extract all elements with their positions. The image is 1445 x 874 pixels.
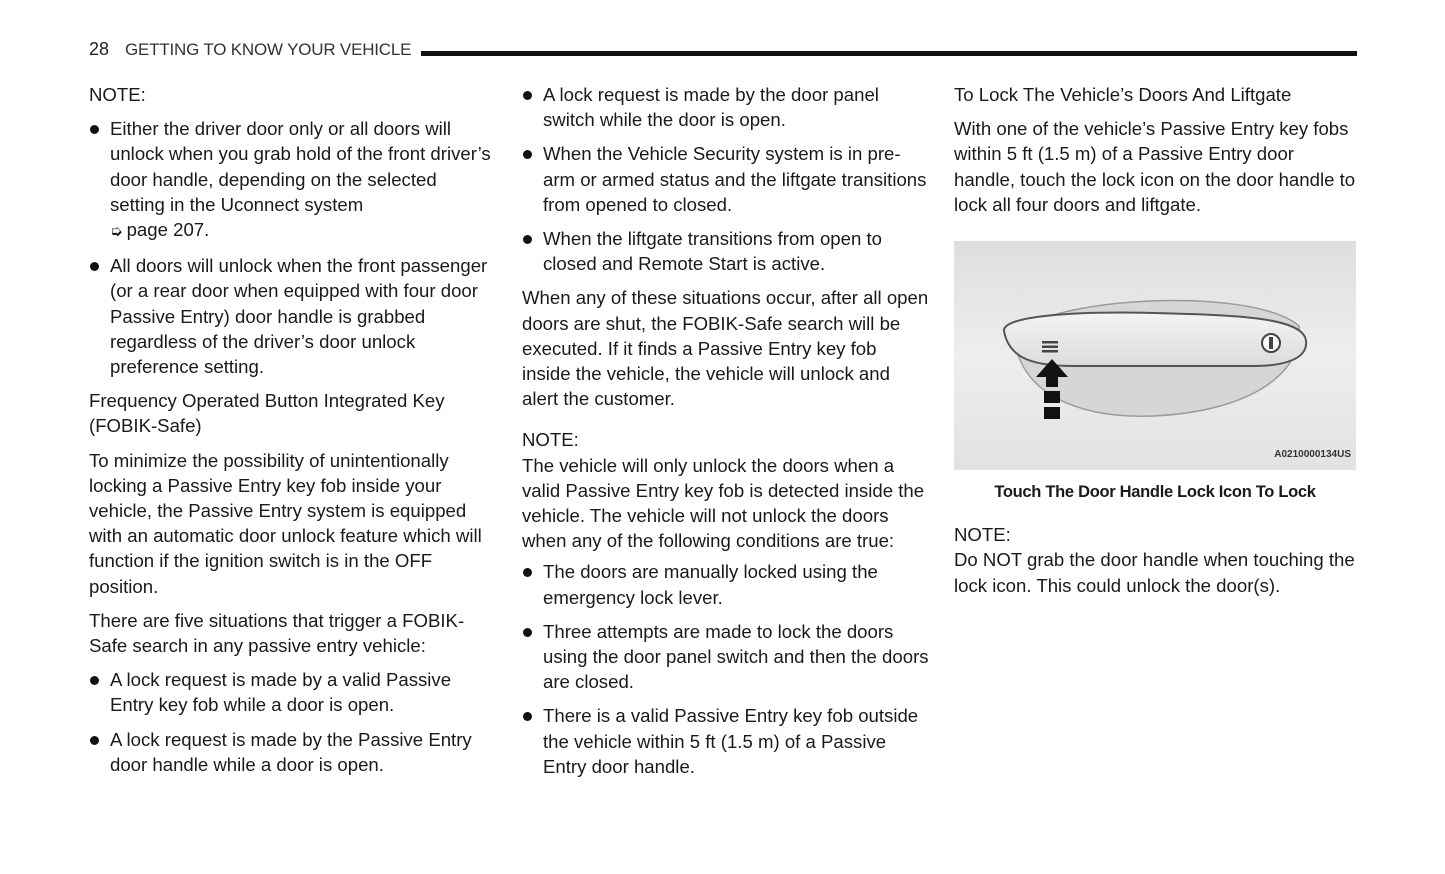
bullet-text: When the Vehicle Security system is in pre-arm or armed status and the liftgate transitions from opened to closed. bbox=[543, 143, 927, 215]
list-item bbox=[522, 82, 930, 132]
list-item bbox=[522, 141, 930, 217]
bullet-text: When the liftgate transitions from open to closed and Remote Start is active. bbox=[543, 228, 882, 275]
list-item bbox=[522, 226, 930, 276]
list-item bbox=[89, 116, 494, 244]
page-header bbox=[89, 38, 1357, 64]
column-3 bbox=[954, 82, 1356, 607]
bullet-text: Either the driver door only or all doors will unlock when you grab hold of the front driver’s door handle, depending on the selected setting in the Uconnect system bbox=[110, 118, 491, 215]
bullet-text: There is a valid Passive Entry key fob outside the vehicle within 5 ft (1.5 m) of a Passive Entry door handle. bbox=[543, 705, 919, 777]
header-rule bbox=[421, 51, 1357, 56]
note-text: The vehicle will only unlock the doors when a valid Passive Entry key fob is detected inside the vehicle. The vehicle will not unlock the doors when any of the following conditions are true: bbox=[522, 454, 925, 552]
section-title: GETTING TO KNOW YOUR VEHICLE bbox=[125, 40, 412, 59]
note-label: NOTE: bbox=[522, 429, 579, 451]
note-text: Do NOT grab the door handle when touching the lock icon. This could unlock the door(s). bbox=[954, 549, 1355, 596]
fobik-safe-heading: Frequency Operated Button Integrated Key (FOBIK-Safe) bbox=[89, 390, 445, 437]
bullet-text: Three attempts are made to lock the doors using the door panel switch and then the doors are closed. bbox=[543, 620, 929, 693]
bullet-text: The doors are manually locked using the emergency lock lever. bbox=[543, 561, 878, 608]
body-paragraph: When any of these situations occur, after all open doors are shut, the FOBIK-Safe search will be executed. If it finds a Passive Entry key fob inside the vehicle, the vehicle will unlock and alert the customer. bbox=[522, 287, 929, 410]
door-handle-figure bbox=[954, 241, 1356, 470]
bullet-icon bbox=[523, 91, 532, 100]
figure-code: A0210000134US bbox=[1274, 448, 1351, 460]
condition-bullet-list bbox=[522, 559, 930, 779]
situation-bullet-list bbox=[89, 667, 494, 777]
bullet-text: A lock request is made by the Passive Entry door handle while a door is open. bbox=[110, 728, 472, 775]
page-reference-arrow-icon: ➭ bbox=[110, 223, 123, 241]
list-item bbox=[89, 727, 494, 777]
bullet-icon bbox=[90, 736, 99, 745]
column-1 bbox=[89, 82, 494, 786]
lock-doors-heading: To Lock The Vehicle’s Doors And Liftgate bbox=[954, 84, 1292, 105]
page-reference-link[interactable]: page 207. bbox=[126, 219, 210, 241]
figure-caption: Touch The Door Handle Lock Icon To Lock bbox=[994, 483, 1316, 502]
list-item bbox=[522, 703, 930, 779]
note-bullet-list bbox=[89, 116, 494, 379]
body-paragraph: To minimize the possibility of unintentionally locking a Passive Entry key fob inside your vehicle, the Passive Entry system is equipped with an automatic door unlock feature which will function if the ignition switch is in the OFF position. bbox=[89, 449, 482, 597]
bullet-icon bbox=[523, 628, 532, 637]
door-handle-illustration bbox=[954, 241, 1356, 470]
bullet-icon bbox=[523, 712, 532, 721]
note-label: NOTE: bbox=[954, 524, 1011, 546]
note-label: NOTE: bbox=[89, 84, 146, 105]
bullet-icon bbox=[523, 150, 532, 159]
column-2 bbox=[522, 82, 930, 788]
bullet-icon bbox=[523, 235, 532, 244]
body-paragraph: There are five situations that trigger a FOBIK-Safe search in any passive entry vehicle: bbox=[89, 609, 465, 657]
bullet-icon bbox=[90, 676, 99, 685]
bullet-icon bbox=[523, 568, 532, 577]
page-number: 28 bbox=[89, 39, 110, 59]
list-item bbox=[522, 619, 930, 695]
list-item bbox=[522, 559, 930, 609]
body-paragraph: With one of the vehicle’s Passive Entry key fobs within 5 ft (1.5 m) of a Passive Entry door handle, touch the lock icon on the door handle to lock all four doors and liftgate. bbox=[954, 118, 1356, 215]
bullet-icon bbox=[90, 262, 99, 271]
situation-bullet-list bbox=[522, 82, 930, 276]
bullet-text: All doors will unlock when the front passenger (or a rear door when equipped with four door Passive Entry) door handle is grabbed regardless of the driver’s door unlock preference setting. bbox=[110, 255, 488, 378]
list-item bbox=[89, 667, 494, 717]
bullet-text: A lock request is made by the door panel switch while the door is open. bbox=[543, 84, 879, 131]
bullet-text: A lock request is made by a valid Passive Entry key fob while a door is open. bbox=[110, 669, 452, 716]
list-item bbox=[89, 253, 494, 379]
bullet-icon bbox=[90, 125, 99, 134]
